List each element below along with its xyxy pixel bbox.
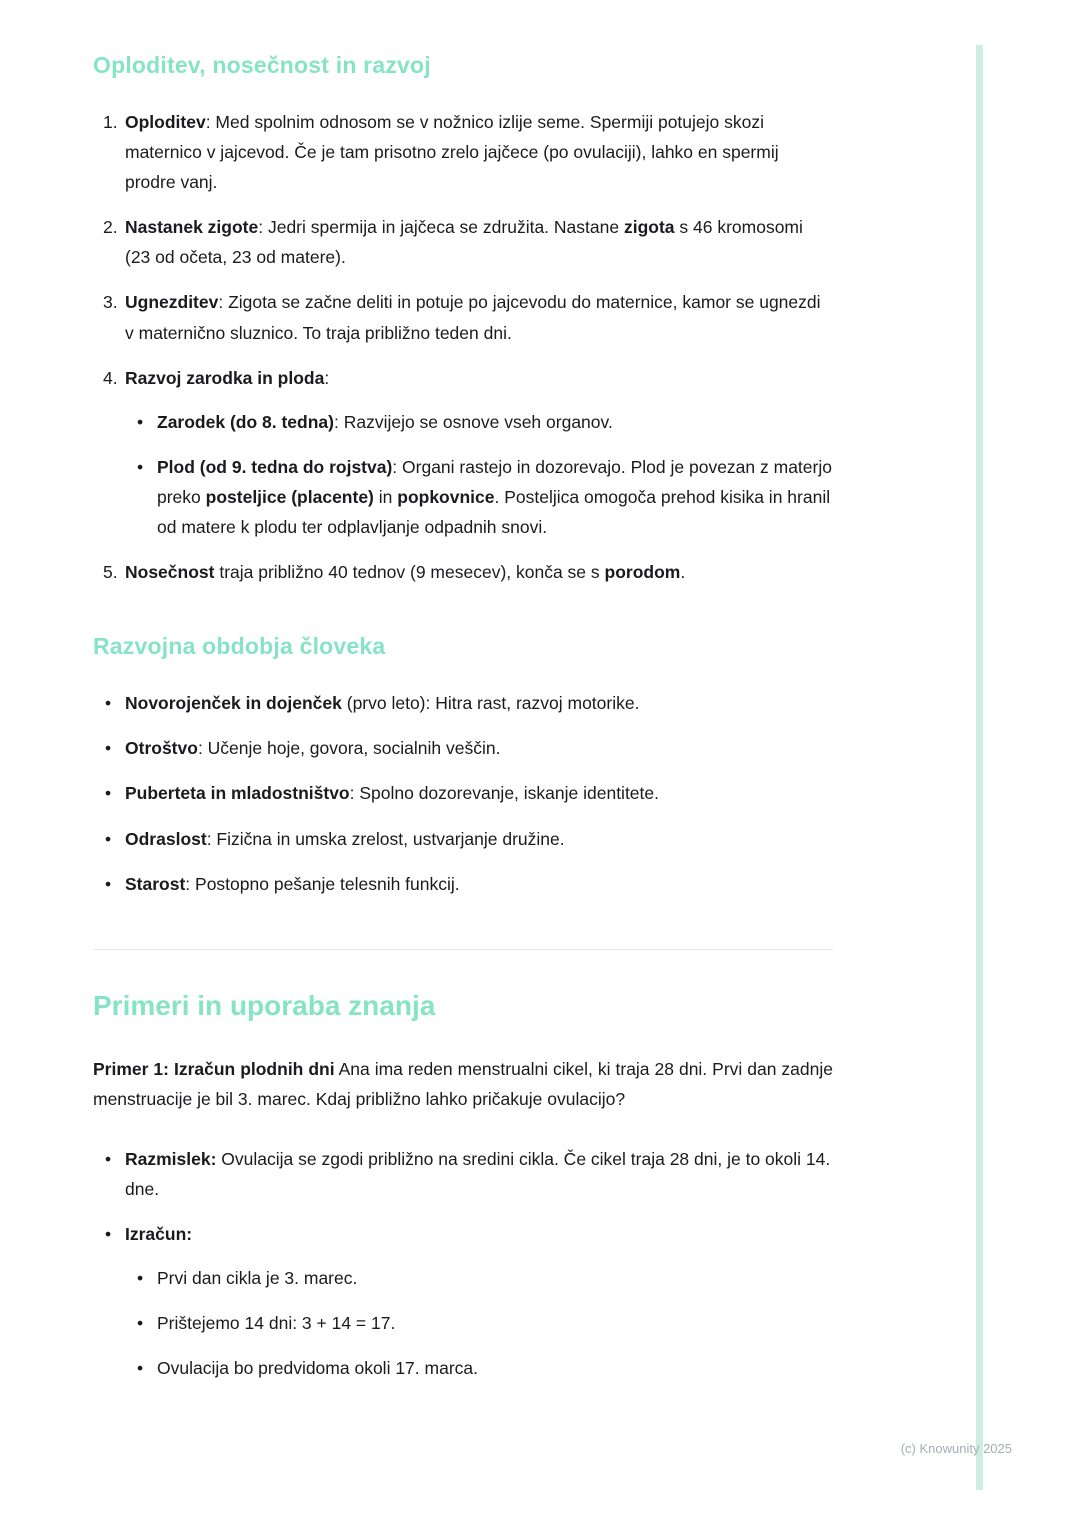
bullet-icon: • <box>105 1224 112 1245</box>
bullet-icon: • <box>105 783 112 804</box>
sublist-item-prvi-dan <box>125 1263 833 1293</box>
section-divider <box>93 949 833 950</box>
list-item-text: Ugnezditev: Zigota se začne deliti in potuje po jajcevodu do maternice, kamor se ugnezdi v maternično sluznico. To traja približno teden dni. <box>125 292 821 343</box>
list-item-text <box>125 1219 833 1383</box>
list-item-oploditev <box>93 107 833 197</box>
list-marker: 3. <box>103 292 118 313</box>
list-item-text: Razmislek: Ovulacija se zgodi približno na sredini cikla. Če cikel traja 28 dni, je to okoli 14. dne. <box>125 1148 831 1199</box>
sublist-item-pristejemo <box>125 1308 833 1338</box>
sublist-item-ovulacija <box>125 1353 833 1383</box>
section-title-primeri: Primeri in uporaba znanja <box>93 989 436 1021</box>
bullet-icon: • <box>105 1148 112 1169</box>
sublist-item-plod <box>125 452 833 542</box>
list-marker: 1. <box>103 112 118 132</box>
list-marker: 5. <box>103 562 118 583</box>
copyright-footer: (c) Knowunity 2025 <box>900 1441 1012 1456</box>
sublist-item-text: Zarodek (do 8. tedna): Razvijejo se osnove vseh organov. <box>157 411 613 432</box>
list-item-text: Nastanek zigote: Jedri spermija in jajčeca se združita. Nastane zigota s 46 kromosomi (23 od očeta, 23 od matere). <box>125 217 803 268</box>
bullet-icon: • <box>137 456 144 477</box>
list-item-razmislek <box>93 1144 833 1204</box>
bullet-icon: • <box>137 1268 144 1289</box>
bullet-icon: • <box>137 1358 144 1379</box>
list-item-text: Puberteta in mladostništvo: Spolno dozorevanje, iskanje identitete. <box>125 783 659 804</box>
document-content <box>93 52 833 1398</box>
section-title-razvojna-obdobja: Razvojna obdobja človeka <box>93 633 386 660</box>
list-item-razvoj-zarodka <box>93 363 833 542</box>
list-item-starost <box>93 869 833 899</box>
list-item-text <box>125 363 833 542</box>
bullet-list-primer <box>93 1144 833 1384</box>
list-item-novorojencek <box>93 688 833 718</box>
list-item-text: Novorojenček in dojenček (prvo leto): Hitra rast, razvoj motorike. <box>125 693 640 714</box>
list-item-text: Odraslost: Fizična in umska zrelost, ustvarjanje družine. <box>125 828 565 849</box>
bullet-icon: • <box>137 1313 144 1334</box>
list-item-ugnezditev <box>93 287 833 347</box>
bullet-icon: • <box>137 411 144 432</box>
list-item-lead: Izračun: <box>125 1224 193 1245</box>
list-item-puberteta <box>93 778 833 808</box>
bullet-icon: • <box>105 873 112 894</box>
sublist-izracun <box>125 1263 833 1383</box>
list-item-text: Starost: Postopno pešanje telesnih funkcij. <box>125 873 460 894</box>
sublist-item-text: Prvi dan cikla je 3. marec. <box>157 1268 358 1289</box>
list-item-text: Nosečnost traja približno 40 tednov (9 mesecev), konča se s porodom. <box>125 562 686 583</box>
sublist-item-text: Prištejemo 14 dni: 3 + 14 = 17. <box>157 1313 396 1334</box>
list-item-text: Otroštvo: Učenje hoje, govora, socialnih veščin. <box>125 738 501 759</box>
list-item-text: Oploditev: Med spolnim odnosom se v nožnico izlije seme. Spermiji potujejo skozi maternico v jajcevod. Če je tam prisotno zrelo jajčece (po ovulaciji), lahko en spermij prodre vanj. <box>125 112 779 193</box>
sublist-item-text: Ovulacija bo predvidoma okoli 17. marca. <box>157 1358 478 1379</box>
section-title-oploditev: Oploditev, nosečnost in razvoj <box>93 52 431 78</box>
list-marker: 2. <box>103 217 118 238</box>
sublist-item-text: Plod (od 9. tedna do rojstva): Organi rastejo in dozorevajo. Plod je povezan z materjo preko posteljice (placente) in popkovnice. Posteljica omogoča prehod kisika in hranil od matere k plodu ter odplavljanje odpadnih snovi. <box>157 456 832 538</box>
list-item-izracun <box>93 1219 833 1383</box>
list-item-nastanek-zigote <box>93 212 833 272</box>
bullet-icon: • <box>105 738 112 759</box>
right-accent-bar <box>976 45 983 1490</box>
numbered-list-oploditev <box>93 107 833 587</box>
list-item-nosecnost <box>93 557 833 587</box>
bullet-icon: • <box>105 693 112 714</box>
example-intro-paragraph: Primer 1: Izračun plodnih dni Ana ima reden menstrualni cikel, ki traja 28 dni. Prvi dan zadnje menstruacije je bil 3. marec. Kdaj približno lahko pričakuje ovulacijo? <box>93 1058 833 1109</box>
bullet-list-razvojna-obdobja <box>93 688 833 898</box>
list-item-lead: Razvoj zarodka in ploda: <box>125 367 330 388</box>
sublist-item-zarodek <box>125 407 833 437</box>
list-item-otrostvo <box>93 733 833 763</box>
list-item-odraslost <box>93 824 833 854</box>
sublist-razvoj-zarodka <box>125 407 833 542</box>
list-marker: 4. <box>103 367 118 388</box>
bullet-icon: • <box>105 828 112 849</box>
